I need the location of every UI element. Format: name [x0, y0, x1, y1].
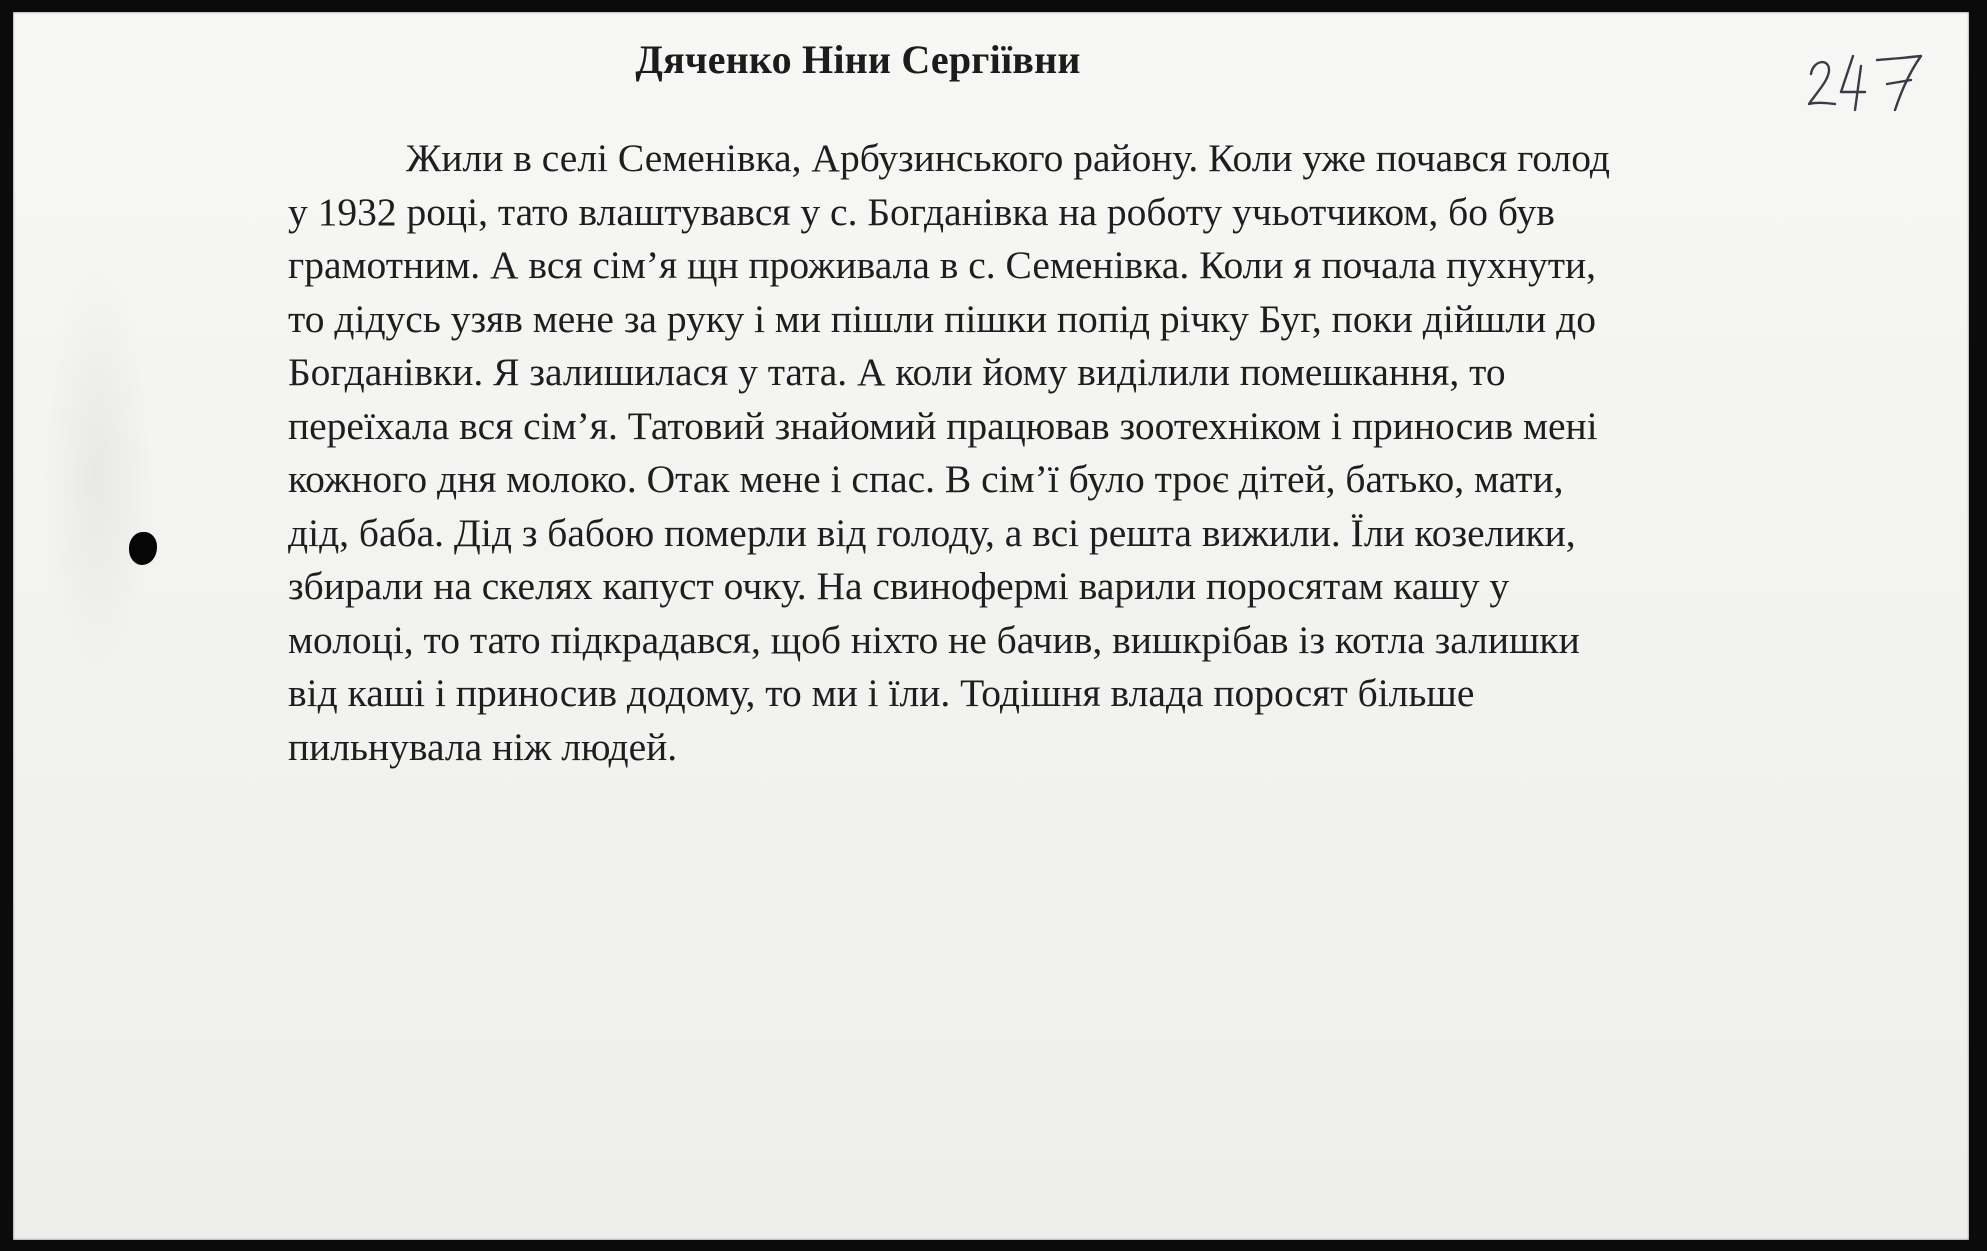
text-line: переїхала вся сім’я. Татовий знайомий працював зоотехніком і приносив мені	[288, 403, 1598, 448]
testimony-text	[288, 132, 1853, 774]
text-line: дід, баба. Дід з бабою померли від голоду, а всі решта вижили. Їли козелики,	[288, 510, 1576, 555]
text-line: у 1932 році, тато влаштувався у с. Богданівка на роботу учьотчиком, бо був	[288, 189, 1555, 234]
document-title: Дяченко Ніни Сергіївни	[635, 37, 1081, 82]
document-sheet	[13, 12, 1969, 1240]
text-line: пильнувала ніж людей.	[288, 724, 678, 769]
paper-smudge	[43, 262, 153, 682]
text-line: то дідусь узяв мене за руку і ми пішли пішки попід річку Буг, поки дійшли до	[288, 296, 1596, 341]
text-line: кожного дня молоко. Отак мене і спас. В сім’ї було троє дітей, батько, мати,	[288, 457, 1564, 501]
text-line: Богданівки. Я залишилася у тата. А коли йому виділили помешкання, то	[288, 350, 1506, 394]
handwritten-page-number	[1803, 46, 1933, 116]
text-line: збирали на скелях капуст очку. На свинофермі варили поросятам кашу у	[288, 564, 1510, 608]
text-line: молоці, то тато підкрадався, щоб ніхто не бачив, вишкрібав із котла залишки	[288, 617, 1580, 662]
text-line: Жили в селі Семенівка, Арбузинського району. Коли уже почався голод	[406, 136, 1610, 180]
text-line: грамотним. А вся сім’я щн проживала в с. Семенівка. Коли я почала пухнути,	[288, 243, 1596, 287]
text-line: від каші і приносив додому, то ми і їли. Тодішня влада поросят більше	[288, 671, 1475, 715]
